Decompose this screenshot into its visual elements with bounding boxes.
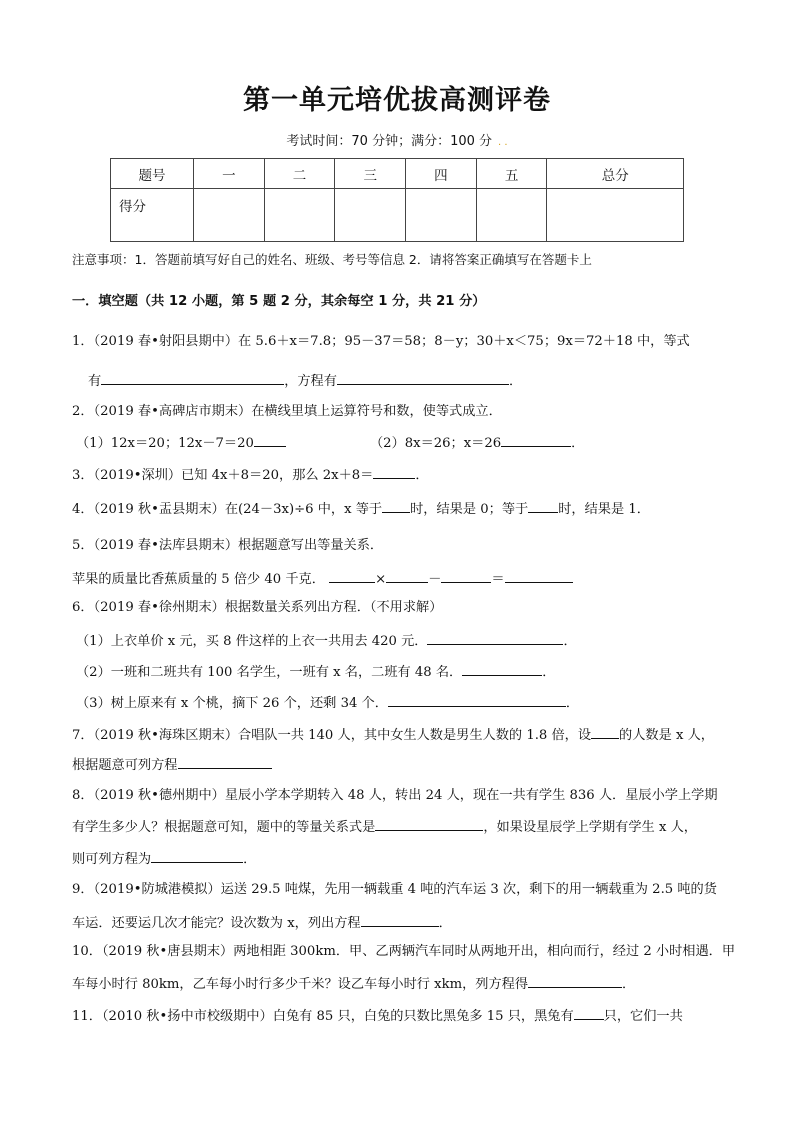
score-cell[interactable]: [547, 189, 684, 242]
question-3: 3．（2019•深圳）已知 4x＋8＝20，那么 2x＋8＝ ．: [72, 464, 429, 486]
header-cell: 总分: [547, 159, 684, 189]
answer-blank[interactable]: [386, 568, 428, 583]
question-11-line-1: 11．（2010 秋•扬中市校级期中）白兔有 85 只，白兔的只数比黑兔多 15 只，黑兔有 只，它们一共: [72, 1005, 683, 1027]
question-5-relation: 苹果的质量比香蕉质量的 5 倍少 40 千克． × － ＝: [72, 568, 573, 590]
score-cell[interactable]: [476, 189, 547, 242]
score-row-label: 得分: [111, 189, 194, 242]
answer-blank[interactable]: [528, 498, 558, 513]
score-cell[interactable]: [335, 189, 406, 242]
question-2-text: 2．（2019 春•高碑店市期末）在横线里填上运算符号和数，使等式成立．: [72, 404, 502, 419]
score-table: [110, 158, 684, 242]
question-9-line-1: 9．（2019•防城港模拟）运送 29.5 吨煤，先用一辆载重 4 吨的汽车运 3 次，剩下的用一辆载重为 2.5 吨的货: [72, 882, 717, 897]
question-10-line-1: 10．（2019 秋•唐县期末）两地相距 300km．甲、乙两辆汽车同时从两地开出，相向而行，经过 2 小时相遇．甲: [72, 944, 736, 959]
answer-blank[interactable]: [528, 973, 622, 988]
question-2-part-1: （1）12x＝20；12x－7＝20: [76, 432, 286, 454]
decor-dots: . .: [498, 137, 508, 148]
header-cell: 三: [335, 159, 406, 189]
score-cell[interactable]: [406, 189, 477, 242]
answer-blank[interactable]: [462, 661, 542, 676]
answer-blank[interactable]: [591, 724, 619, 739]
answer-blank[interactable]: [382, 498, 410, 513]
score-cell[interactable]: [194, 189, 265, 242]
question-7-line-2: 根据题意可列方程: [72, 754, 272, 776]
exam-time-score: 考试时间：70 分钟；满分：100 分: [286, 134, 493, 149]
header-cell: 四: [406, 159, 477, 189]
answer-blank[interactable]: [375, 816, 483, 831]
score-table-score-row: [111, 189, 684, 242]
answer-blank[interactable]: [337, 370, 509, 385]
answer-blank[interactable]: [151, 848, 243, 863]
header-cell: 二: [264, 159, 335, 189]
answer-blank[interactable]: [361, 912, 439, 927]
question-10-line-2: 车每小时行 80km，乙车每小时行多少千米？设乙车每小时行 xkm，列方程得 ．: [72, 973, 635, 995]
answer-blank[interactable]: [427, 630, 563, 645]
question-9-line-2: 车运．还要运几次才能完？设次数为 x，列出方程 ．: [72, 912, 452, 934]
page-title: 第一单元培优拔高测评卷: [243, 85, 551, 116]
notice: 注意事项：1．答题前填写好自己的姓名、班级、考号等信息 2．请将答案正确填写在答题卡上: [72, 252, 592, 267]
answer-blank[interactable]: [505, 568, 573, 583]
answer-blank[interactable]: [329, 568, 375, 583]
answer-blank[interactable]: [254, 432, 286, 447]
section-heading: 一．填空题（共 12 小题，第 5 题 2 分，其余每空 1 分，共 21 分）: [72, 294, 486, 309]
question-7-line-1: 7．（2019 秋•海珠区期末）合唱队一共 140 人，其中女生人数是男生人数的 1.8 倍，设 的人数是 x 人，: [72, 724, 714, 746]
score-table-header-row: [111, 159, 684, 189]
answer-blank[interactable]: [178, 754, 272, 769]
question-1-answer-line: 有 ，方程有 ．: [88, 370, 522, 392]
answer-blank[interactable]: [501, 432, 571, 447]
answer-blank[interactable]: [388, 692, 566, 707]
question-6-text: 6．（2019 春•徐州期末）根据数量关系列出方程．（不用求解）: [72, 600, 443, 615]
question-6-part-2: （2）一班和二班共有 100 名学生，一班有 x 名，二班有 48 名． ．: [76, 661, 555, 683]
question-8-line-1: 8．（2019 秋•德州期中）星辰小学本学期转入 48 人，转出 24 人，现在一共有学生 836 人．星辰小学上学期: [72, 788, 718, 803]
question-6-part-3: （3）树上原来有 x 个桃，摘下 26 个，还剩 34 个． ．: [76, 692, 579, 714]
header-cell: 五: [476, 159, 547, 189]
question-6-part-1: （1）上衣单价 x 元，买 8 件这样的上衣一共用去 420 元． ．: [76, 630, 577, 652]
question-5-text: 5．（2019 春•法库县期末）根据题意写出等量关系．: [72, 538, 384, 553]
question-2-part-2: （2）8x＝26；x＝26 ．: [370, 432, 584, 454]
question-8-line-2: 有学生多少人？根据题意可知，题中的等量关系式是 ，如果设星辰学上学期有学生 x 人，: [72, 816, 697, 838]
header-cell: 一: [194, 159, 265, 189]
answer-blank[interactable]: [441, 568, 491, 583]
answer-blank[interactable]: [574, 1005, 604, 1020]
question-4: 4．（2019 秋•盂县期末）在(24－3x)÷6 中，x 等于 时，结果是 0；等于 时，结果是 1．: [72, 498, 650, 520]
question-1-text: 1．（2019 春•射阳县期中）在 5.6＋x＝7.8；95－37＝58；8－y；30＋x＜75；9x＝72＋18 中，等式: [72, 334, 690, 349]
exam-info: [0, 130, 794, 149]
question-8-line-3: 则可列方程为 ．: [72, 848, 256, 870]
answer-blank[interactable]: [101, 370, 284, 385]
answer-blank[interactable]: [373, 464, 415, 479]
header-cell: 题号: [111, 159, 194, 189]
score-cell[interactable]: [264, 189, 335, 242]
